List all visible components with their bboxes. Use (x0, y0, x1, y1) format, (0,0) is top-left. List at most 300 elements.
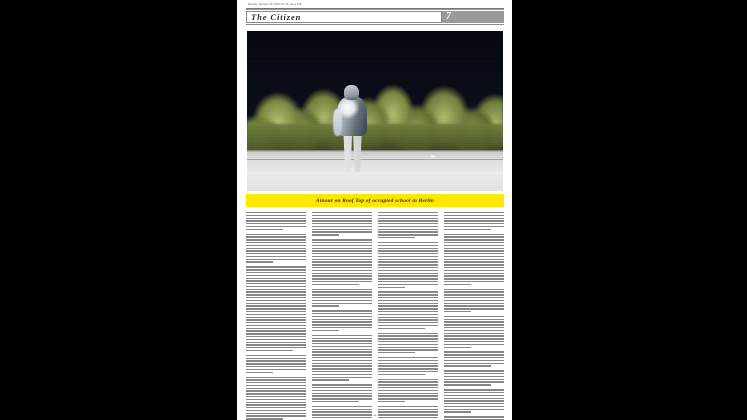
text-line (246, 358, 306, 359)
text-line (444, 354, 504, 355)
text-line (378, 300, 438, 301)
text-line (444, 256, 504, 257)
text-line (246, 382, 306, 383)
text-line (378, 287, 405, 288)
text-line (246, 239, 306, 240)
text-line (246, 407, 306, 408)
text-line (246, 286, 306, 287)
text-line (444, 341, 504, 342)
text-line (444, 389, 504, 390)
text-line (378, 401, 405, 402)
text-line (444, 335, 504, 336)
text-line (312, 234, 339, 235)
text-line (378, 237, 415, 238)
text-line (378, 338, 438, 339)
text-line (378, 352, 415, 353)
text-line (378, 294, 438, 295)
text-line (312, 300, 372, 301)
text-line (378, 347, 438, 348)
text-line (312, 393, 372, 394)
text-line (246, 303, 306, 304)
text-line (378, 409, 438, 410)
text-line (444, 245, 504, 246)
text-line (312, 414, 372, 415)
text-line (246, 248, 306, 249)
text-line (378, 319, 438, 320)
text-line (246, 236, 306, 237)
text-line (378, 417, 438, 418)
text-line (246, 325, 306, 326)
text-line (378, 215, 438, 216)
text-line (378, 349, 438, 350)
text-line (246, 402, 306, 403)
text-line (312, 242, 372, 243)
text-line (444, 229, 491, 230)
text-line (312, 223, 372, 224)
text-line (378, 387, 438, 388)
text-line (246, 388, 306, 389)
text-line (312, 297, 372, 298)
text-line (246, 363, 306, 364)
text-line (312, 324, 372, 325)
text-line (246, 294, 306, 295)
text-line (246, 308, 306, 309)
text-line (444, 278, 504, 279)
text-line (378, 308, 438, 309)
text-line (378, 371, 438, 372)
text-line (378, 341, 438, 342)
masthead-rule-bottom (246, 24, 504, 25)
text-line (312, 368, 372, 369)
text-line (444, 273, 504, 274)
text-line (378, 259, 438, 260)
text-line (444, 297, 504, 298)
text-line (444, 360, 504, 361)
text-line (444, 363, 504, 364)
text-line (246, 333, 306, 334)
text-line (444, 381, 504, 382)
text-line (444, 226, 504, 227)
text-line (246, 275, 306, 276)
text-line (312, 395, 372, 396)
text-line (246, 278, 306, 279)
issue-line: Monday, February 15, 2019 Vol. 08, Issue 106 (248, 3, 302, 6)
text-line (312, 417, 372, 418)
text-line (312, 229, 372, 230)
text-line (312, 218, 372, 219)
text-line (378, 379, 438, 380)
text-line (246, 404, 306, 405)
text-line (246, 336, 306, 337)
page-number-block (442, 11, 504, 23)
text-line (378, 357, 438, 358)
text-line (246, 355, 306, 356)
text-line (444, 338, 504, 339)
text-line (246, 234, 306, 235)
text-line (246, 344, 306, 345)
text-line (444, 403, 504, 404)
text-line (312, 371, 372, 372)
text-line (312, 215, 372, 216)
text-line (444, 234, 504, 235)
text-line (444, 327, 504, 328)
text-line (312, 239, 372, 240)
text-line (246, 261, 273, 262)
photo-caption-text: Ainour on Roof Top of occupied school in Berlin (316, 197, 434, 204)
text-line (378, 256, 438, 257)
text-line (378, 395, 438, 396)
text-line (312, 365, 372, 366)
text-line (312, 267, 372, 268)
article-column (246, 212, 306, 408)
text-line (378, 226, 438, 227)
text-line (444, 259, 504, 260)
text-line (246, 347, 306, 348)
text-line (378, 360, 438, 361)
text-line (246, 314, 306, 315)
text-line (378, 305, 438, 306)
text-line (378, 229, 438, 230)
text-line (312, 338, 372, 339)
text-line (246, 223, 306, 224)
text-line (444, 370, 504, 371)
text-line (312, 220, 372, 221)
text-line (444, 264, 504, 265)
text-line (378, 303, 438, 304)
text-line (246, 393, 306, 394)
text-line (246, 413, 306, 414)
text-line (246, 253, 306, 254)
text-line (378, 281, 438, 282)
text-line (246, 297, 306, 298)
text-line (444, 212, 504, 213)
text-line (378, 393, 438, 394)
text-line (444, 291, 504, 292)
text-line (378, 363, 438, 364)
text-line (378, 414, 438, 415)
text-line (444, 376, 504, 377)
text-line (312, 398, 372, 399)
text-line (246, 396, 306, 397)
text-line (312, 340, 372, 341)
text-line (378, 317, 438, 318)
text-line (378, 374, 425, 375)
text-line (444, 289, 504, 290)
text-line (246, 220, 306, 221)
text-line (378, 212, 438, 213)
text-line (312, 281, 372, 282)
text-line (378, 368, 438, 369)
text-line (246, 215, 306, 216)
text-line (444, 395, 504, 396)
text-line (312, 377, 372, 378)
text-line (444, 267, 504, 268)
text-line (444, 300, 504, 301)
text-line (444, 250, 504, 251)
text-line (378, 220, 438, 221)
text-line (312, 343, 372, 344)
text-line (246, 266, 306, 267)
text-line (378, 234, 438, 235)
text-line (312, 384, 372, 385)
text-line (444, 305, 504, 306)
text-line (444, 333, 504, 334)
text-line (246, 212, 306, 213)
text-line (246, 256, 306, 257)
text-line (444, 411, 471, 412)
text-line (378, 245, 438, 246)
text-line (444, 281, 504, 282)
text-line (312, 390, 372, 391)
text-line (378, 253, 438, 254)
text-line (378, 325, 438, 326)
text-line (312, 256, 372, 257)
text-line (246, 339, 306, 340)
text-line (378, 297, 438, 298)
text-line (246, 319, 306, 320)
text-line (246, 280, 306, 281)
text-line (312, 354, 372, 355)
text-line (378, 335, 438, 336)
masthead-title-box (246, 11, 442, 23)
text-line (312, 321, 372, 322)
text-line (246, 399, 306, 400)
text-line (378, 322, 438, 323)
text-line (312, 278, 372, 279)
text-line (378, 278, 438, 279)
text-line (444, 347, 471, 348)
text-line (444, 294, 504, 295)
text-line (444, 311, 471, 312)
photo-roof-ledge-upper (247, 150, 503, 152)
text-line (312, 270, 372, 271)
text-line (444, 357, 504, 358)
article-column (312, 212, 372, 408)
text-line (444, 253, 504, 254)
text-line (378, 344, 438, 345)
text-line (312, 305, 339, 306)
photo-person-arm (333, 109, 342, 136)
text-line (246, 330, 306, 331)
text-line (378, 270, 438, 271)
text-line (246, 245, 306, 246)
article-body-columns (246, 212, 504, 408)
text-line (378, 384, 438, 385)
text-line (246, 350, 293, 351)
text-line (312, 310, 372, 311)
text-line (444, 351, 504, 352)
text-line (444, 270, 504, 271)
text-line (312, 275, 372, 276)
text-line (246, 269, 306, 270)
newspaper-page (237, 0, 512, 420)
text-line (246, 360, 306, 361)
text-line (444, 316, 504, 317)
text-line (246, 342, 306, 343)
text-line (378, 231, 438, 232)
text-line (378, 267, 438, 268)
text-line (378, 264, 438, 265)
text-line (378, 284, 438, 285)
text-line (312, 248, 372, 249)
text-line (312, 351, 372, 352)
text-line (444, 324, 504, 325)
text-line (444, 416, 504, 417)
text-line (444, 236, 504, 237)
text-line (444, 384, 491, 385)
text-line (246, 259, 306, 260)
text-line (246, 300, 306, 301)
text-line (246, 410, 306, 411)
text-line (246, 242, 306, 243)
text-line (312, 406, 372, 407)
text-line (246, 289, 306, 290)
text-line (378, 275, 438, 276)
text-line (312, 327, 372, 328)
text-line (444, 242, 504, 243)
photo-person-legs (343, 131, 363, 172)
text-line (246, 283, 306, 284)
text-line (312, 330, 339, 331)
text-line (444, 392, 504, 393)
text-line (444, 248, 504, 249)
text-line (312, 226, 372, 227)
text-line (246, 291, 306, 292)
text-line (312, 363, 372, 364)
photo-rooftop (247, 151, 503, 191)
text-line (444, 409, 504, 410)
text-line (444, 308, 504, 309)
text-line (312, 231, 372, 232)
text-line (246, 418, 283, 419)
text-line (444, 284, 471, 285)
text-line (444, 319, 504, 320)
article-photo-frame (246, 30, 504, 192)
text-line (312, 346, 372, 347)
text-line (312, 409, 372, 410)
text-line (246, 390, 306, 391)
text-line (312, 264, 372, 265)
masthead-title-row (246, 11, 504, 23)
text-line (312, 245, 372, 246)
text-line (312, 289, 372, 290)
text-line (312, 253, 372, 254)
text-line (246, 369, 306, 370)
page-title: The Citizen (251, 11, 302, 22)
text-line (444, 218, 504, 219)
text-line (444, 379, 504, 380)
text-line (246, 272, 306, 273)
text-line (444, 239, 504, 240)
masthead-rule-thin (246, 9, 504, 10)
text-line (378, 398, 438, 399)
text-line (444, 344, 504, 345)
text-line (444, 365, 491, 366)
text-line (246, 305, 306, 306)
text-line (444, 275, 504, 276)
text-line (246, 385, 306, 386)
text-line (312, 294, 372, 295)
article-photo (247, 31, 503, 191)
text-line (312, 411, 372, 412)
text-line (312, 360, 372, 361)
text-line (312, 291, 372, 292)
text-line (312, 273, 372, 274)
article-column (444, 212, 504, 408)
text-line (378, 314, 438, 315)
text-line (246, 379, 306, 380)
text-line (246, 250, 306, 251)
text-line (378, 273, 438, 274)
text-line (246, 218, 306, 219)
page-footer-mark (373, 415, 376, 416)
text-line (378, 250, 438, 251)
text-line (246, 415, 306, 416)
text-line (312, 261, 372, 262)
text-line (444, 261, 504, 262)
text-line (378, 248, 438, 249)
photo-person-head (344, 85, 359, 100)
text-line (246, 229, 283, 230)
text-line (444, 398, 504, 399)
text-line (312, 319, 372, 320)
text-line (312, 374, 372, 375)
text-line (378, 381, 438, 382)
text-line (246, 311, 306, 312)
text-line (378, 218, 438, 219)
text-line (378, 242, 438, 243)
text-line (312, 335, 372, 336)
text-line (312, 250, 372, 251)
photo-caption-bar (246, 194, 504, 207)
text-line (444, 400, 504, 401)
text-line (378, 411, 438, 412)
text-line (312, 212, 372, 213)
text-line (444, 406, 504, 407)
text-line (444, 330, 504, 331)
text-line (312, 259, 372, 260)
text-line (378, 365, 438, 366)
text-line (246, 317, 306, 318)
text-line (312, 387, 372, 388)
text-line (378, 390, 438, 391)
article-column (378, 212, 438, 408)
text-line (312, 357, 372, 358)
text-line (378, 333, 438, 334)
text-line (378, 406, 438, 407)
text-line (246, 366, 306, 367)
text-line (312, 379, 349, 380)
text-line (444, 303, 504, 304)
text-line (444, 373, 504, 374)
masthead (246, 3, 504, 25)
text-line (378, 311, 438, 312)
text-line (246, 226, 306, 227)
text-line (444, 321, 504, 322)
text-line (444, 220, 504, 221)
text-line (246, 328, 306, 329)
text-line (246, 377, 306, 378)
text-line (246, 322, 306, 323)
text-line (312, 313, 372, 314)
text-line (444, 215, 504, 216)
text-line (444, 223, 504, 224)
text-line (378, 328, 425, 329)
photo-person-figure (335, 82, 368, 172)
text-line (312, 401, 359, 402)
text-line (312, 303, 372, 304)
text-line (378, 261, 438, 262)
